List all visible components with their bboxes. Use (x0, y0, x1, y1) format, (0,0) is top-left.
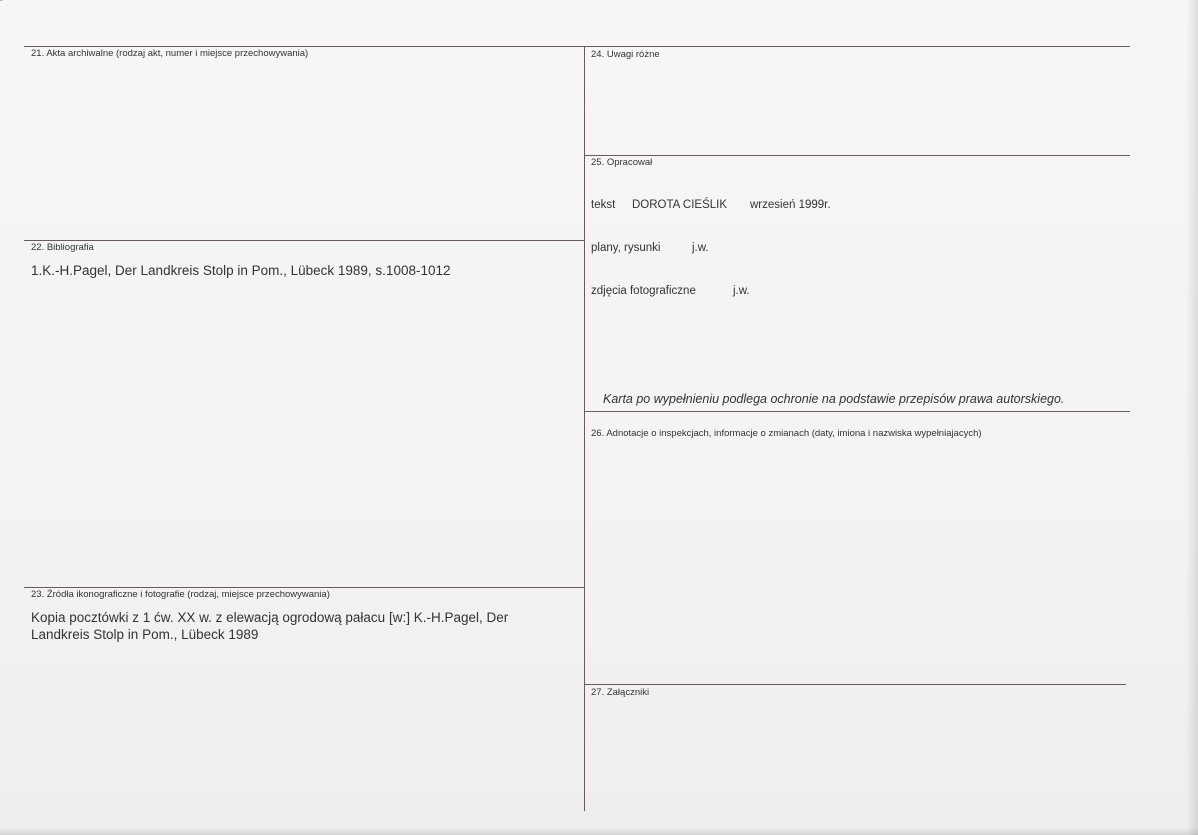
tekst-author: DOROTA CIEŚLIK (632, 199, 728, 211)
plany-label: plany, rysunki (591, 242, 661, 254)
column-divider (584, 46, 585, 811)
section-23-label: 23. Źródła ikonograficzne i fotografie (rodzaj, miejsce przechowywania) (31, 589, 330, 600)
section-21-label: 21. Akta archiwalne (rodzaj akt, numer i miejsce przechowywania) (31, 48, 309, 59)
section-23-content: Kopia pocztówki z 1 ćw. XX w. z elewacją ogrodową pałacu [w:] K.-H.Pagel, Der Landkreis Stolp in Pom., Lübeck 1989 (31, 610, 509, 642)
copyright-note: Karta po wypełnieniu podlega ochronie na podstawie przepisów prawa autorskiego. (603, 392, 1065, 406)
rule-s23-top (24, 587, 584, 588)
card-bottom-shadow (0, 827, 1198, 835)
zdjecia-value: j.w. (733, 285, 750, 297)
section-22-content: 1.K.-H.Pagel, Der Landkreis Stolp in Pom., Lübeck 1989, s.1008-1012 (31, 263, 451, 278)
tekst-date: wrzesień 1999r. (750, 199, 831, 211)
rule-top (24, 46, 1130, 47)
rule-s26-top (584, 411, 1130, 412)
section-22-label: 22. Bibliografia (31, 242, 94, 253)
tekst-label: tekst (591, 199, 616, 211)
card-edge-shadow (1186, 0, 1198, 835)
zdjecia-label: zdjęcia fotograficzne (591, 285, 696, 297)
rule-s25-top (584, 155, 1130, 156)
section-27-label: 27. Załączniki (591, 687, 650, 698)
section-24-label: 24. Uwagi różne (591, 49, 660, 60)
card-corner-mark (0, 0, 22, 9)
rule-s22-top (24, 240, 584, 241)
section-25-label: 25. Opracował (591, 157, 653, 168)
section-26-label: 26. Adnotacje o inspekcjach, informacje o zmianach (daty, imiona i nazwiska wypełniajacych) (591, 428, 982, 439)
rule-s27-top (584, 684, 1126, 685)
plany-value: j.w. (692, 242, 709, 254)
